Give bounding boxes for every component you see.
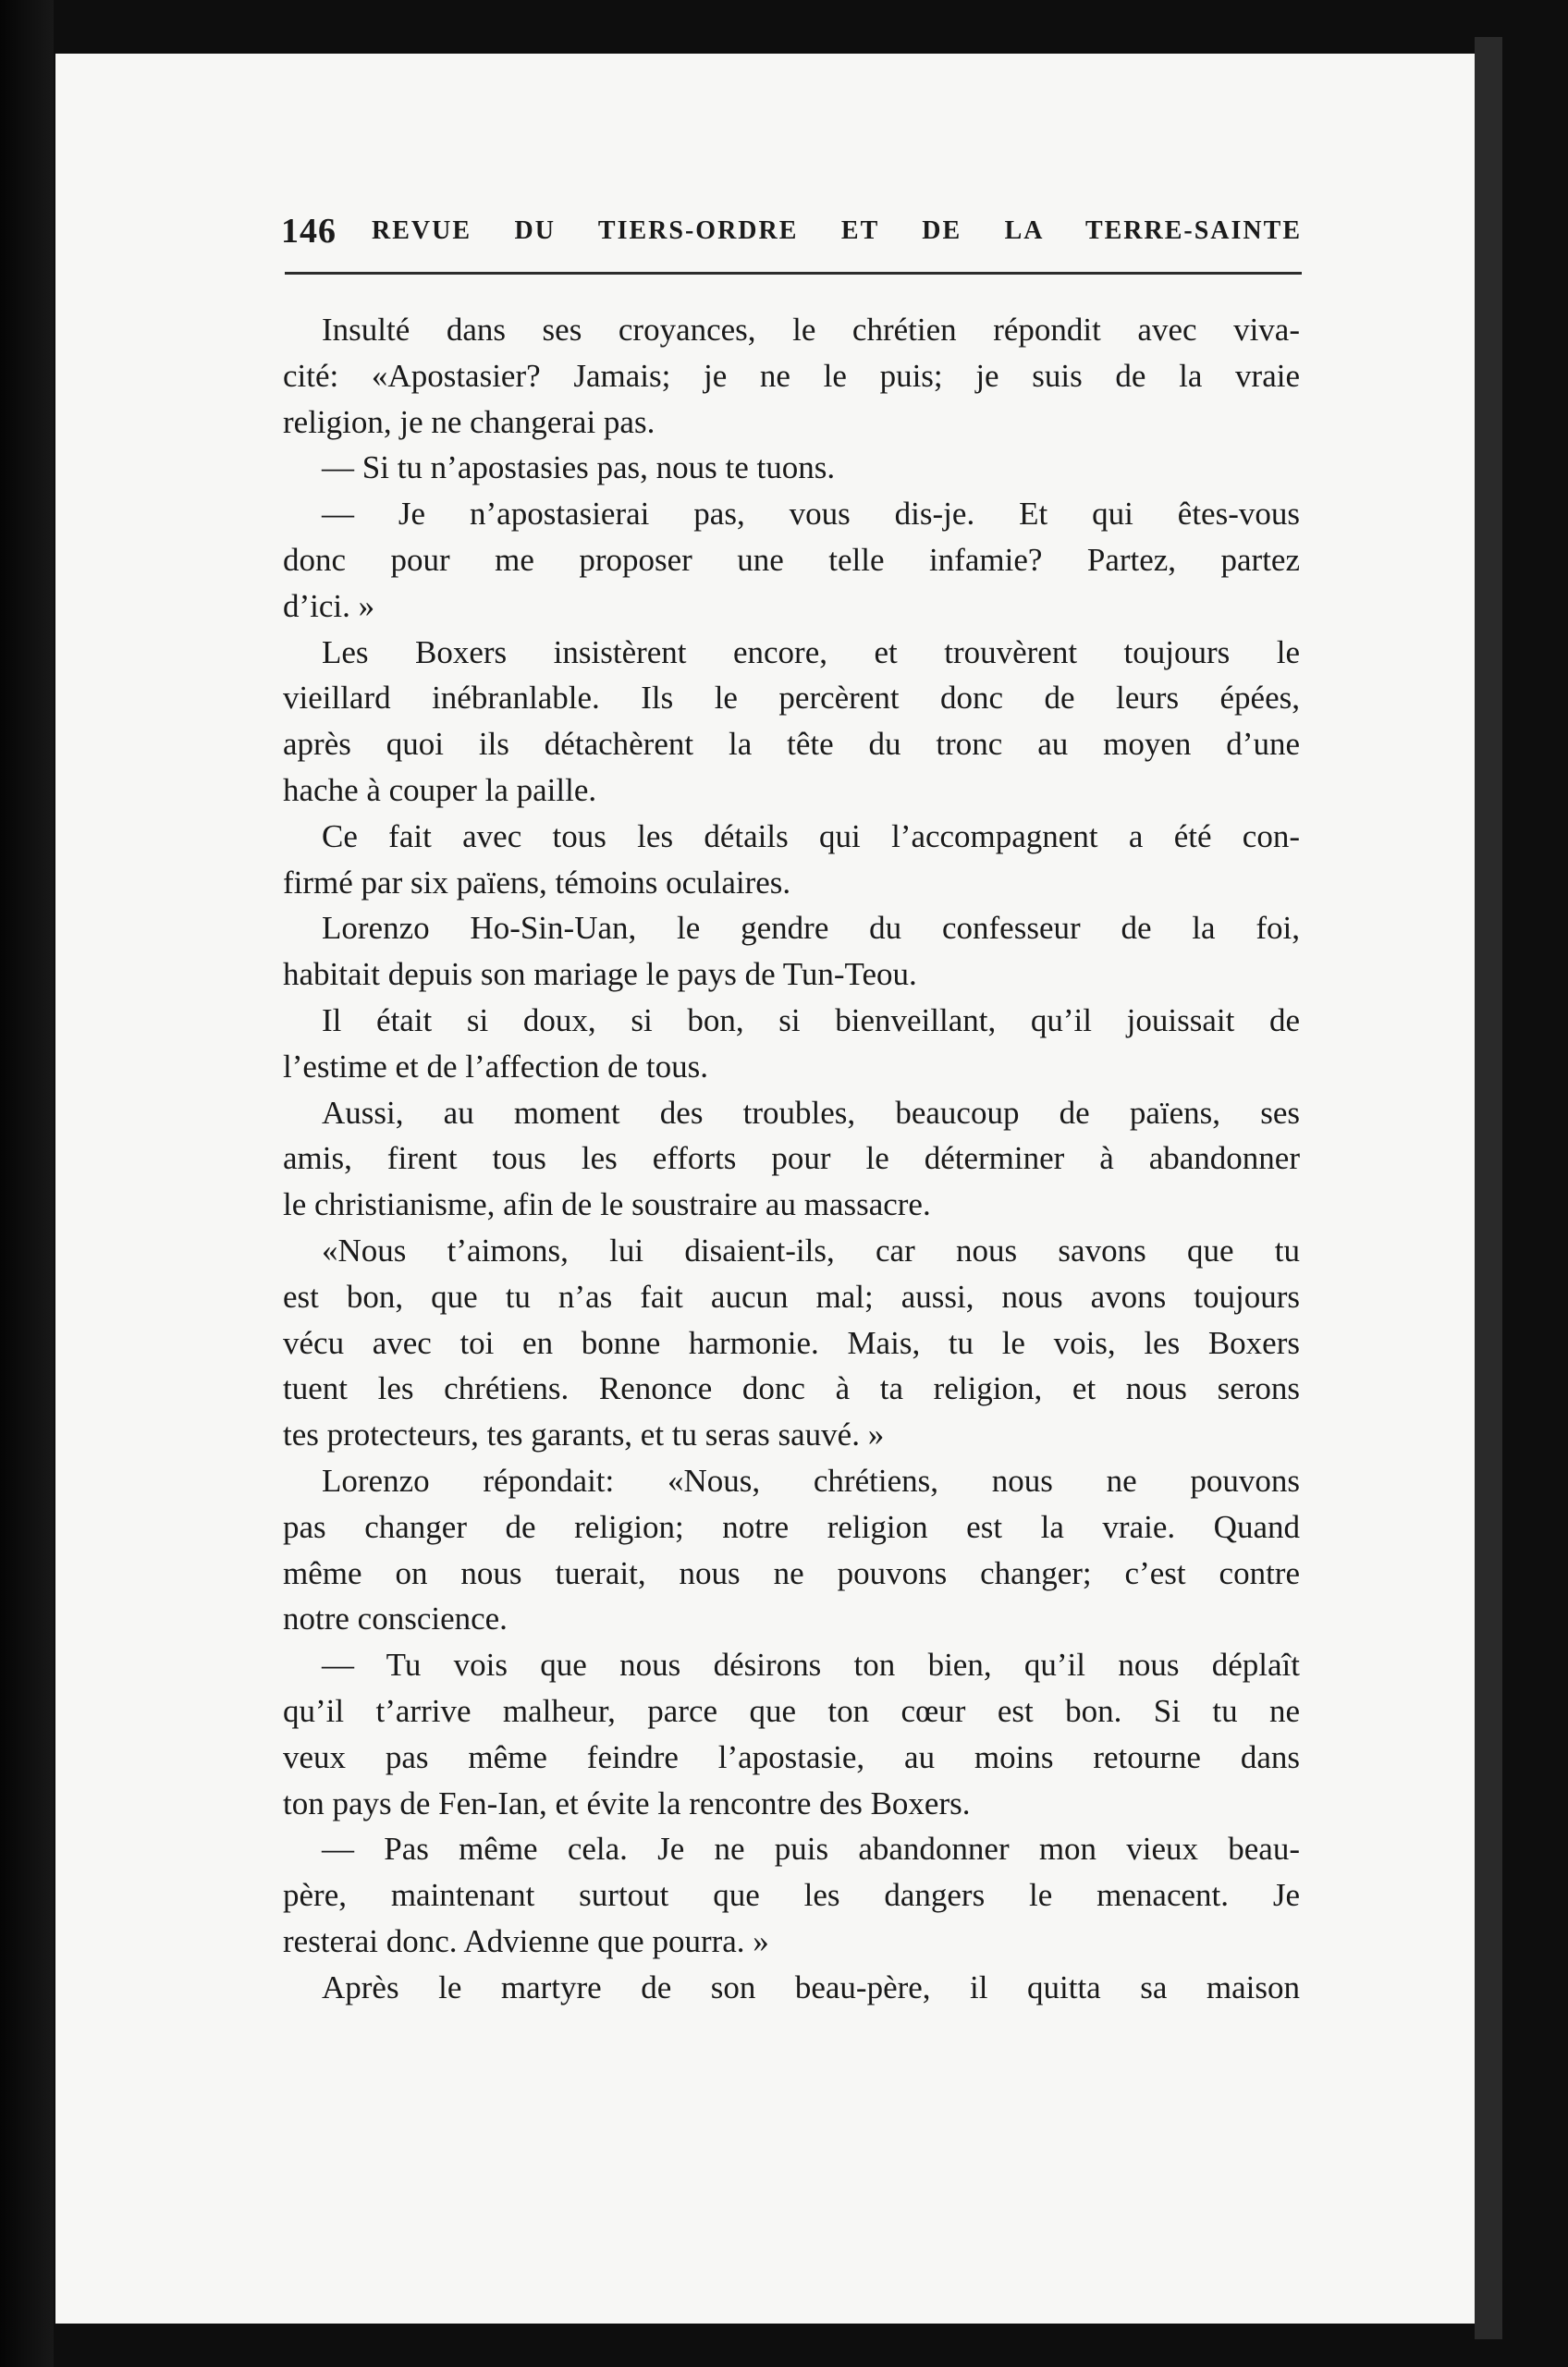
text-line: tuent les chrétiens. Renonce donc à ta religion, et nous serons: [283, 1370, 1300, 1407]
text-line: vieillard inébranlable. Ils le percèrent donc de leurs épées,: [283, 680, 1300, 717]
body-text: [283, 307, 1300, 2010]
text-line: hache à couper la paille.: [283, 771, 597, 808]
header-rule: [285, 272, 1302, 275]
text-line: Les Boxers insistèrent encore, et trouvèrent toujours le: [322, 633, 1300, 670]
text-line: «Nous t’aimons, lui disaient-ils, car nous savons que tu: [322, 1232, 1300, 1269]
text-line: Insulté dans ses croyances, le chrétien répondit avec viva-: [322, 312, 1300, 348]
text-line: vécu avec toi en bonne harmonie. Mais, tu le vois, les Boxers: [283, 1324, 1300, 1361]
text-line: qu’il t’arrive malheur, parce que ton cœur est bon. Si tu ne: [283, 1692, 1300, 1729]
text-line: veux pas même feindre l’apostasie, au moins retourne dans: [283, 1738, 1300, 1775]
text-line: même on nous tuerait, nous ne pouvons changer; c’est contre: [283, 1554, 1300, 1591]
text-line: donc pour me proposer une telle infamie? Partez, partez: [283, 541, 1300, 578]
text-line: firmé par six païens, témoins oculaires.: [283, 864, 791, 901]
text-line: habitait depuis son mariage le pays de Tun-Teou.: [283, 956, 917, 993]
text-line: — Tu vois que nous désirons ton bien, qu’il nous déplaît: [322, 1647, 1300, 1684]
text-line: amis, firent tous les efforts pour le déterminer à abandonner: [283, 1140, 1300, 1177]
text-line: — Pas même cela. Je ne puis abandonner mon vieux beau-: [322, 1831, 1300, 1868]
text-line: est bon, que tu n’as fait aucun mal; aussi, nous avons toujours: [283, 1278, 1300, 1315]
text-line: Ce fait avec tous les détails qui l’accompagnent a été con-: [322, 817, 1300, 854]
page-number: 146: [281, 212, 337, 251]
running-title: REVUE DU TIERS-ORDRE ET DE LA TERRE-SAINTE: [372, 216, 1302, 245]
text-line: — Si tu n’apostasies pas, nous te tuons.: [322, 449, 836, 486]
text-line: Après le martyre de son beau-père, il quitta sa maison: [322, 1968, 1300, 2005]
text-line: père, maintenant surtout que les dangers le menacent. Je: [283, 1877, 1300, 1914]
scan-background-right: [1475, 37, 1502, 2339]
text-line: cité: «Apostasier? Jamais; je ne le puis; je suis de la vraie: [283, 357, 1300, 394]
text-line: Lorenzo répondait: «Nous, chrétiens, nous ne pouvons: [322, 1462, 1300, 1499]
text-line: notre conscience.: [283, 1600, 508, 1637]
scan-background-left: [0, 0, 54, 2367]
text-line: pas changer de religion; notre religion est la vraie. Quand: [283, 1508, 1300, 1545]
text-line: religion, je ne changerai pas.: [283, 403, 655, 440]
text-line: ton pays de Fen-Ian, et évite la rencontre des Boxers.: [283, 1784, 971, 1821]
text-line: — Je n’apostasierai pas, vous dis-je. Et qui êtes-vous: [322, 496, 1300, 533]
text-line: Lorenzo Ho-Sin-Uan, le gendre du confesseur de la foi,: [322, 910, 1300, 947]
text-line: resterai donc. Advienne que pourra. »: [283, 1922, 769, 1959]
text-line: Il était si doux, si bon, si bienveillant, qu’il jouissait de: [322, 1001, 1300, 1038]
text-line: le christianisme, afin de le soustraire au massacre.: [283, 1186, 931, 1223]
text-line: tes protecteurs, tes garants, et tu seras sauvé. »: [283, 1417, 885, 1453]
text-line: après quoi ils détachèrent la tête du tronc au moyen d’une: [283, 726, 1300, 763]
text-line: Aussi, au moment des troubles, beaucoup de païens, ses: [322, 1094, 1300, 1131]
text-line: l’estime et de l’affection de tous.: [283, 1048, 709, 1085]
text-line: d’ici. »: [283, 587, 375, 624]
running-head: [281, 211, 1302, 251]
